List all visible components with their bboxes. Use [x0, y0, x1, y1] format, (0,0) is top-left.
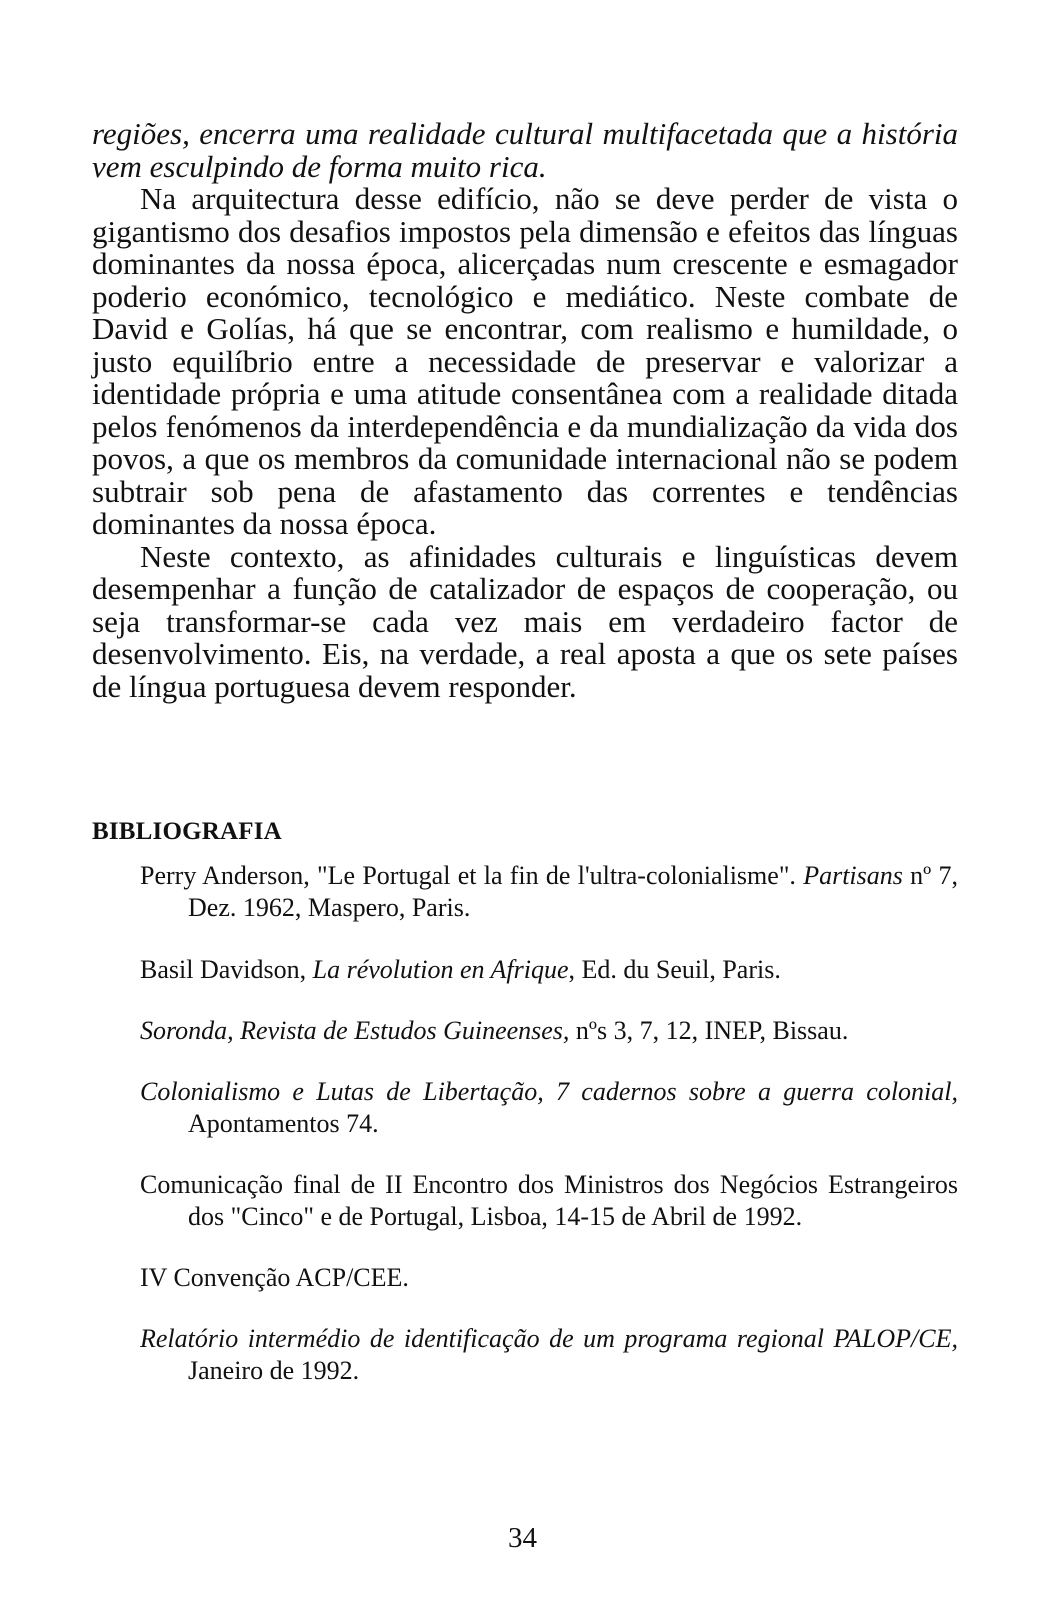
paragraph-2: Neste contexto, as afinidades culturais e linguísticas devem desempenhar a função de catalizador de espaços de cooperação, ou seja transformar-se cada vez mais em verdadeiro factor de desenvolvimento. Eis, na verdade, a real aposta a que os sete países de língua portuguesa devem responder.	[92, 538, 958, 704]
bibliography-entry-4: Colonialismo e Lutas de Libertação, 7 cadernos sobre a guerra colonial, Apontamentos 74.	[140, 1077, 958, 1138]
paragraph-1: Na arquitectura desse edifício, não se deve perder de vista o gigantismo dos desafios impostos pela dimensão e efeitos das línguas dominantes da nossa época, alicerçadas num crescente e esmagador poderio económico, tecnológico e mediático. Neste combate de David e Golías, há que se encontrar, com realismo e humildade, o justo equilíbrio entre a necessidade de preservar e valorizar a identidade própria e uma atitude consentânea com a realidade ditada pelos fenómenos da interdependência e da mundialização da vida dos povos, a que os membros da comunidade internacional não se podem subtrair sob pena de afastamento das correntes e tendências dominantes da nossa época.	[92, 181, 958, 541]
bibliography-heading: BIBLIOGRAFIA	[92, 818, 282, 845]
bibliography-entry-1: Perry Anderson, "Le Portugal et la fin de l'ultra-colonialisme". Partisans nº 7, Dez. 1962, Maspero, Paris.	[140, 861, 958, 922]
page-number: 34	[508, 1522, 537, 1554]
bibliography-entry-7: Relatório intermédio de identificação de um programa regional PALOP/CE, Janeiro de 1992.	[140, 1324, 958, 1385]
main-text	[92, 118, 958, 703]
bibliography-entry-6: IV Convenção ACP/CEE.	[140, 1263, 409, 1292]
bibliography-list	[140, 860, 958, 1387]
bibliography-entry-3: Soronda, Revista de Estudos Guineenses, nºs 3, 7, 12, INEP, Bissau.	[140, 1016, 849, 1045]
bibliography-entry-2: Basil Davidson, La révolution en Afrique, Ed. du Seuil, Paris.	[140, 955, 781, 984]
intro-italic-text: regiões, encerra uma realidade cultural multifacetada que a história vem esculpindo de forma muito rica.	[92, 116, 958, 184]
bibliography-entry-5: Comunicação final de II Encontro dos Ministros dos Negócios Estrangeiros dos "Cinco" e de Portugal, Lisboa, 14-15 de Abril de 1992.	[140, 1170, 958, 1231]
